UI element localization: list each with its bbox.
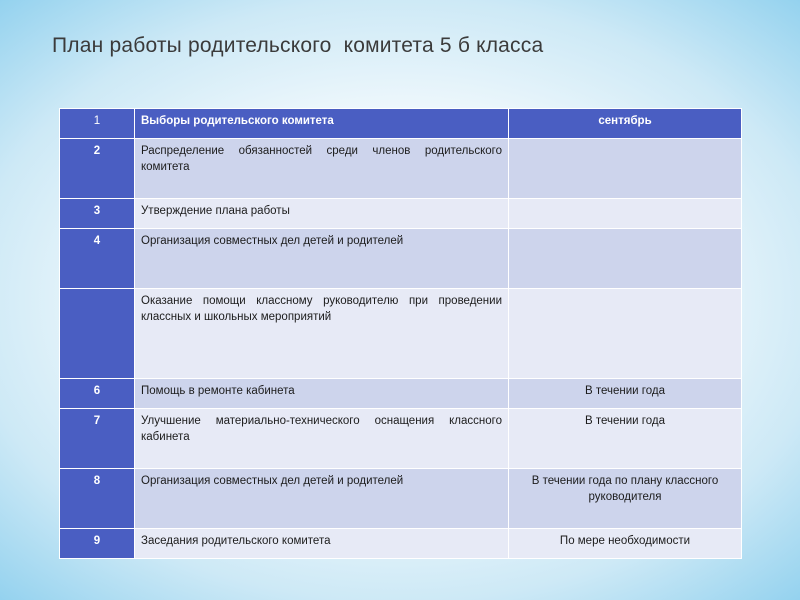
event-cell: Выборы родительского комитета: [135, 109, 509, 139]
event-cell: Организация совместных дел детей и родителей: [135, 469, 509, 529]
row-number: 2: [60, 139, 135, 199]
row-number: 7: [60, 409, 135, 469]
date-cell: [509, 139, 742, 199]
date-cell: [509, 229, 742, 289]
row-number: 9: [60, 529, 135, 559]
event-cell: Распределение обязанностей среди членов родительского комитета: [135, 139, 509, 199]
table-row: [60, 199, 742, 229]
event-cell: Организация совместных дел детей и родителей: [135, 229, 509, 289]
row-number: 3: [60, 199, 135, 229]
slide-title: План работы родительского комитета 5 б класса: [52, 34, 544, 57]
row-number: 1: [60, 109, 135, 139]
row-number: 4: [60, 229, 135, 289]
plan-table: [59, 108, 742, 559]
table-row: [60, 469, 742, 529]
event-cell: Помощь в ремонте кабинета: [135, 379, 509, 409]
table-row: [60, 529, 742, 559]
row-number: [60, 289, 135, 379]
date-cell: сентябрь: [509, 109, 742, 139]
row-number: 8: [60, 469, 135, 529]
date-cell: [509, 289, 742, 379]
date-cell: [509, 199, 742, 229]
event-cell: Оказание помощи классному руководителю при проведении классных и школьных мероприятий: [135, 289, 509, 379]
date-cell: В течении года: [509, 409, 742, 469]
event-cell: Утверждение плана работы: [135, 199, 509, 229]
table-row: [60, 229, 742, 289]
table-row: [60, 109, 742, 139]
row-number: 6: [60, 379, 135, 409]
table-row: [60, 139, 742, 199]
event-cell: Заседания родительского комитета: [135, 529, 509, 559]
date-cell: В течении года по плану классного руководителя: [509, 469, 742, 529]
table-row: [60, 289, 742, 379]
table-row: [60, 409, 742, 469]
date-cell: По мере необходимости: [509, 529, 742, 559]
date-cell: В течении года: [509, 379, 742, 409]
event-cell: Улучшение материально-технического оснащения классного кабинета: [135, 409, 509, 469]
table-row: [60, 379, 742, 409]
